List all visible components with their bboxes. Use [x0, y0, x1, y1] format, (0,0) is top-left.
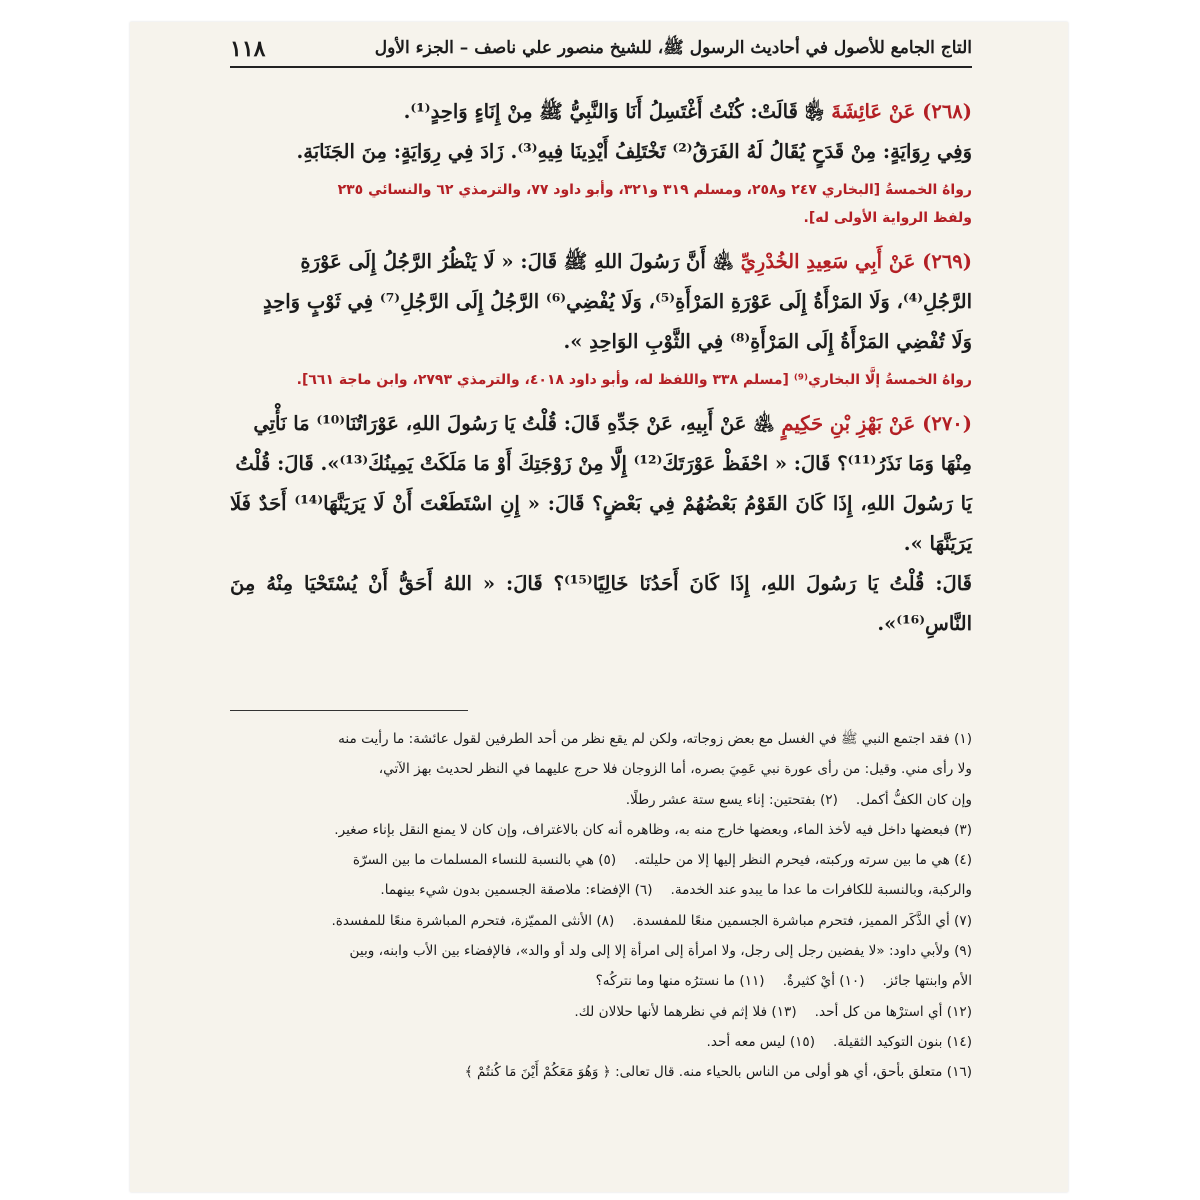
hadith-number-narrator: (٢٧٠) عَنْ بَهْزِ بْنِ حَكِيمٍ [781, 412, 972, 435]
hadith-number-narrator: (٢٦٩) عَنْ أَبِي سَعِيدِ الخُدْرِيِّ [740, 250, 972, 273]
footnote-line [230, 997, 972, 1027]
running-title: التاج الجامع للأصول في أحاديث الرسول ﷺ، للشيخ منصور علي ناصف – الجزء الأول [374, 38, 972, 58]
source-line: رواهُ الخمسةُ [البخاري ٢٤٧ و٢٥٨، ومسلم ٣١٩ و٣٢١، وأبو داود ٧٧، والترمذي ٦٢ والنسائي ٢٣٥ [337, 182, 972, 198]
footnote-line [230, 875, 972, 905]
footnote: (١١) ما نسترُه منها وما نتركُه؟ [595, 973, 765, 990]
footnote: (١٠) أيْ كثيرةٌ. [782, 973, 865, 990]
page-body [230, 22, 972, 1192]
footnote-line [230, 1027, 972, 1057]
hadith-text: ﵁ أَنَّ رَسُولَ اللهِ ﷺ قَالَ: « لَا يَنْظُرُ الرَّجُلُ إِلَى عَوْرَةِ [300, 250, 741, 273]
hadith-270 [230, 404, 972, 644]
hadith-line: وَلَا تُفْضِي المَرْأَةُ إِلَى المَرْأَةِ⁽⁸⁾ فِي الثَّوْبِ الوَاحِدِ ». [563, 330, 972, 353]
footnote: (٤) هي ما بين سرته وركبته، فيحرم النظر إليها إلا من حليلته. [634, 852, 972, 869]
footnote: (٧) أي الذَّكَر المميز، فتحرم مباشرة الجسمين منعًا للمفسدة. [632, 912, 972, 929]
hadith-line: الرَّجُلِ⁽⁴⁾، وَلَا المَرْأَةُ إِلَى عَوْرَةِ المَرْأَةِ⁽⁵⁾، وَلَا يُفْضِي⁽⁶⁾ الرَّجُلُ إِلَى الرَّجُلِ⁽⁷⁾ فِي ثَوْبٍ وَاحِدٍ [262, 290, 972, 313]
footnote: والركبة، وبالنسبة للكافرات ما عدا ما يبدو عند الخدمة. [670, 882, 972, 899]
footnote: (١٥) ليس معه أحد. [706, 1033, 816, 1050]
footnote: (٥) هي بالنسبة للنساء المسلمات ما بين السرّة [352, 852, 617, 869]
hadith-line [230, 92, 972, 132]
hadith-source [230, 176, 972, 232]
hadith-line: مِنْهَا وَمَا نَذَرُ⁽¹¹⁾؟ قَالَ: « احْفَظْ عَوْرَتَكَ⁽¹²⁾ إِلَّا مِنْ زَوْجَتِكَ أَوْ مَا مَلَكَتْ يَمِينُكَ⁽¹³⁾». قَالَ: قُلْتُ [235, 452, 972, 475]
page-number: ١١٨ [230, 36, 266, 62]
hadith-text: ﵂ قَالَتْ: كُنْتُ أَغْتَسِلُ أَنَا وَالنَّبِيُّ ﷺ مِنْ إِنَاءٍ وَاحِدٍ⁽¹⁾. [403, 100, 832, 123]
hadith-line: قَالَ: قُلْتُ يَا رَسُولَ اللهِ، إِذَا كَانَ أَحَدُنَا خَالِيًا⁽¹⁵⁾؟ قَالَ: « اللهُ أَحَقُّ أَنْ يُسْتَحْيَا مِنْهُ مِنَ النَّاسِ⁽¹⁶⁾». [230, 572, 972, 635]
footnote: (١٤) بنون التوكيد الثقيلة. [833, 1033, 972, 1050]
footnote-line: (١) فقد اجتمع النبي ﷺ في الغسل مع بعض زوجاته، ولكن لم يقع نظر من أحد الطرفين لقول عائشة: ما رأيت منه [338, 731, 972, 747]
main-text [230, 92, 972, 644]
hadith-268 [230, 92, 972, 232]
page-header [230, 34, 972, 68]
source-line: رواهُ الخمسةُ إلَّا البخاري⁽⁹⁾ [مسلم ٣٣٨ واللفظ له، وأبو داود ٤٠١٨، والترمذي ٢٧٩٣، وابن ماجة ٦٦١]. [296, 372, 972, 388]
hadith-text: ﵁ عَنْ أَبِيهِ، عَنْ جَدِّهِ قَالَ: قُلْتُ يَا رَسُولَ اللهِ، عَوْرَاتُنَا⁽¹⁰⁾ مَا نَأْتِي [253, 412, 782, 435]
hadith-269 [230, 242, 972, 394]
hadith-line: يَا رَسُولَ اللهِ، إِذَا كَانَ القَوْمُ بَعْضُهُمْ فِي بَعْضٍ؟ قَالَ: « إِنِ اسْتَطَعْتَ أَنْ لَا يَرَيَنَّهَا⁽¹⁴⁾ أَحَدٌ فَلَا يَرَيَنَّهَا ». [230, 492, 972, 555]
footnotes [230, 724, 972, 1088]
footnote-line: ولا رأى مني. وقيل: من رأى عورة نبي عَمِيَ بصره، أما الزوجان فلا حرج عليهما في النظر لحديث بهز الآتي، [378, 761, 972, 778]
footnote-divider [230, 710, 468, 711]
hadith-number-narrator: (٢٦٨) عَنْ عَائِشَةَ [831, 100, 972, 123]
footnote: وإن كان الكفُّ أكمل. [855, 791, 972, 808]
footnote: الأم وابنتها جائز. [882, 973, 972, 990]
footnote-line [230, 845, 972, 875]
footnote: (٢) بفتحتين: إناء يسع ستة عشر رطلًا. [625, 791, 838, 808]
footnote: (٦) الإفضاء: ملاصقة الجسمين بدون شيء بينهما. [380, 882, 653, 899]
footnote-line: (٣) فبعضها داخل فيه لأخذ الماء، وبعضها خارج منه به، وظاهره أنه كان بالاغتراف، وإن كان لا يمنع النقل بإناء صغير. [334, 821, 972, 838]
footnote: (٨) الأنثى المميّزة، فتحرم المباشرة منعًا للمفسدة. [331, 912, 615, 929]
footnote-line [230, 966, 972, 996]
source-line: ولفظ الرواية الأولى له]. [803, 210, 972, 226]
footnote: (١٣) فلا إثم في نظرهما لأنها حلالان لك. [574, 1003, 797, 1020]
footnote-line: (١٦) متعلق بأحق، أي هو أولى من الناس بالحياء منه. قال تعالى: ﴿ وَهُوَ مَعَكُمْ أَيْنَ مَا كُنتُمْ ﴾ [464, 1064, 972, 1081]
footnote-line [230, 785, 972, 815]
footnote: (١٢) أي استرْها من كل أحد. [814, 1003, 972, 1020]
hadith-line [230, 404, 972, 444]
footnote-line [230, 906, 972, 936]
footnote-line: (٩) ولأبي داود: «لا يفضين رجل إلى رجل، ولا امرأة إلى امرأة إلا إلى ولد أو والد»، فالإفضاء بين الأب وابنه، وبين [349, 943, 972, 960]
hadith-line: وَفِي رِوَايَةٍ: مِنْ قَدَحٍ يُقَالُ لَهُ الفَرَقُ⁽²⁾ تَخْتَلِفُ أَيْدِينَا فِيهِ⁽³⁾. زَادَ فِي رِوَايَةٍ: مِنَ الجَنَابَةِ. [296, 140, 972, 163]
hadith-source [230, 366, 972, 394]
hadith-line [230, 242, 972, 282]
book-page [130, 22, 1068, 1192]
